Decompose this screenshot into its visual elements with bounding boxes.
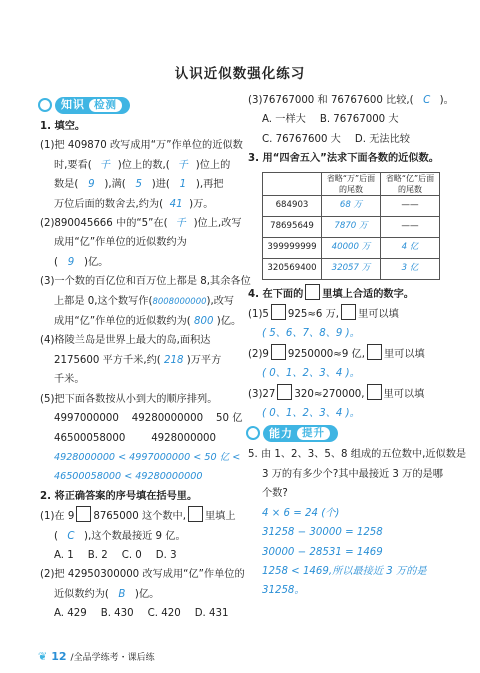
answer: 31258 − 30000 = 1258 [262, 527, 383, 539]
question-line: 数是( 9 ),满( 5 )进( 1 ),再把 [40, 175, 240, 194]
answer: 800 [194, 316, 214, 328]
options: C. 76767600 大 D. 无法比较 [262, 133, 410, 145]
page-footer [38, 650, 155, 663]
question-line: (3)76767000 和 76767600 比较,( C )。 [248, 91, 446, 110]
answer: 4 × 6 = 24 (个) [262, 507, 340, 519]
answer: 9 [67, 256, 75, 268]
question-line: (3)一个数的百亿位和百万位上都是 8,其余各位 [40, 276, 251, 288]
right-column [248, 91, 467, 601]
answer: B [118, 588, 126, 600]
table-row: 320569400 32057 万 3 亿 [263, 258, 440, 279]
page-title: 认识近似数强化练习 [174, 66, 306, 82]
answer: 46500058000 < 49280000000 [54, 471, 203, 483]
footer-text: /全品学练考・课后练 [70, 653, 155, 663]
section-banner-knowledge [38, 95, 240, 115]
answer: C [67, 530, 75, 542]
table-header: 省略“亿”后面的尾数 [381, 172, 440, 195]
question-line: 成用“亿”作单位的近似数约为( 800 )亿。 [40, 312, 240, 331]
options: A. 429 B. 430 C. 420 D. 431 [54, 608, 229, 620]
blank-box [271, 344, 286, 360]
question-line: (2)890045666 中的“5”在( 千 )位上,改写 [40, 214, 240, 233]
blank-box [188, 506, 203, 522]
question-line: 近似数约为( B )亿。 [40, 585, 240, 604]
answer: ( 5、6、7、8、9 )。 [262, 328, 360, 340]
answer: 千 [175, 218, 186, 230]
answer: 41 [169, 198, 183, 210]
question-line: 上都是 0,这个数写作(8008000000),改写 [54, 295, 235, 307]
blank-box [277, 384, 292, 400]
banner-label: 能力 [269, 426, 293, 440]
question-line: ( 9 )亿。 [40, 253, 240, 272]
answer: 8008000000 [152, 296, 207, 307]
question-line: (1)5 925≈6 万, 里可以填 [248, 304, 446, 324]
question-line: (2)把 42950300000 改写成用“亿”作单位的 [40, 569, 245, 581]
question-heading: 1. 填空。 [40, 121, 86, 132]
table-row: 78695649 7870 万 —— [263, 216, 440, 237]
page-number: 12 [51, 650, 67, 663]
answer: C [423, 95, 431, 106]
question-line: 成用“亿”作单位的近似数约为 [54, 237, 187, 249]
answer: 31258。 [262, 585, 305, 597]
section-icon [246, 426, 260, 440]
blank-box [367, 384, 382, 400]
answer: 9 [88, 179, 95, 191]
section-banner-ability [246, 423, 446, 443]
answer: 千 [99, 159, 110, 171]
question-heading: 4. 在下面的 里填上合适的数字。 [248, 284, 446, 304]
question-line: (1)在 9 8765000 这个数中, 里填上 [40, 506, 240, 526]
table-row: 684903 68 万 —— [263, 195, 440, 216]
question-line: (1)把 409870 改写成用“万”作单位的近似数 [40, 140, 243, 152]
rounding-table [262, 172, 440, 280]
blank-box [341, 304, 356, 320]
left-column [40, 95, 251, 624]
question-line: 时,要看( 千 )位上的数,( 千 )位上的 [40, 156, 240, 175]
table-header: 省略“万”后面的尾数 [322, 172, 381, 195]
question-line: (4)格陵兰岛是世界上最大的岛,面积达 [40, 335, 211, 347]
question-line: 46500058000 4928000000 [54, 432, 217, 444]
answer: 1 [179, 179, 187, 191]
footer-leaf-icon: ❦ [38, 650, 48, 663]
question-line: 千米。 [54, 374, 85, 386]
answer: 5 [135, 179, 142, 191]
answer: 千 [177, 159, 188, 171]
question-line: 个数? [262, 488, 288, 500]
answer: 4928000000 < 4997000000 < 50 亿 < [54, 451, 241, 463]
question-line: 5. 由 1、2、3、5、8 组成的五位数中,近似数是 [248, 449, 467, 461]
blank-box [367, 344, 382, 360]
options: A. 一样大 B. 76767000 大 [262, 114, 399, 126]
question-line: ( C ),这个数最接近 9 亿。 [40, 527, 240, 546]
answer: 30000 − 28531 = 1469 [262, 546, 383, 558]
question-heading: 3. 用“四舍五入”法求下面各数的近似数。 [248, 153, 439, 165]
table-row: 399999999 40000 万 4 亿 [263, 237, 440, 258]
question-heading: 2. 将正确答案的序号填在括号里。 [40, 490, 198, 502]
question-line: 3 万的有多少个?其中最接近 3 万的是哪 [262, 468, 443, 480]
answer: 218 [164, 354, 184, 366]
question-line: (3)27 320≈270000, 里可以填 [248, 384, 446, 404]
options: A. 1 B. 2 C. 0 D. 3 [54, 549, 177, 561]
banner-label: 知识 [61, 98, 85, 112]
question-line: 4997000000 49280000000 50 亿 [54, 413, 243, 425]
blank-box [271, 304, 286, 320]
answer: ( 0、1、2、3、4 )。 [262, 368, 360, 380]
question-line: 2175600 平方千米,约( 218 )万平方 [40, 351, 240, 370]
section-icon [38, 98, 52, 112]
blank-box [76, 506, 91, 522]
question-line: (5)把下面各数按从小到大的顺序排列。 [40, 393, 218, 405]
banner-label: 提升 [297, 427, 330, 440]
banner-label: 检测 [89, 99, 122, 112]
question-line: (2)9 9250000≈9 亿, 里可以填 [248, 344, 446, 364]
blank-box [305, 284, 320, 300]
answer: ( 0、1、2、3、4 )。 [262, 408, 360, 420]
question-line: 万位后面的数舍去,约为( 41 )万。 [40, 195, 240, 214]
answer: 1258 < 1469,所以最接近 3 万的是 [262, 565, 427, 577]
